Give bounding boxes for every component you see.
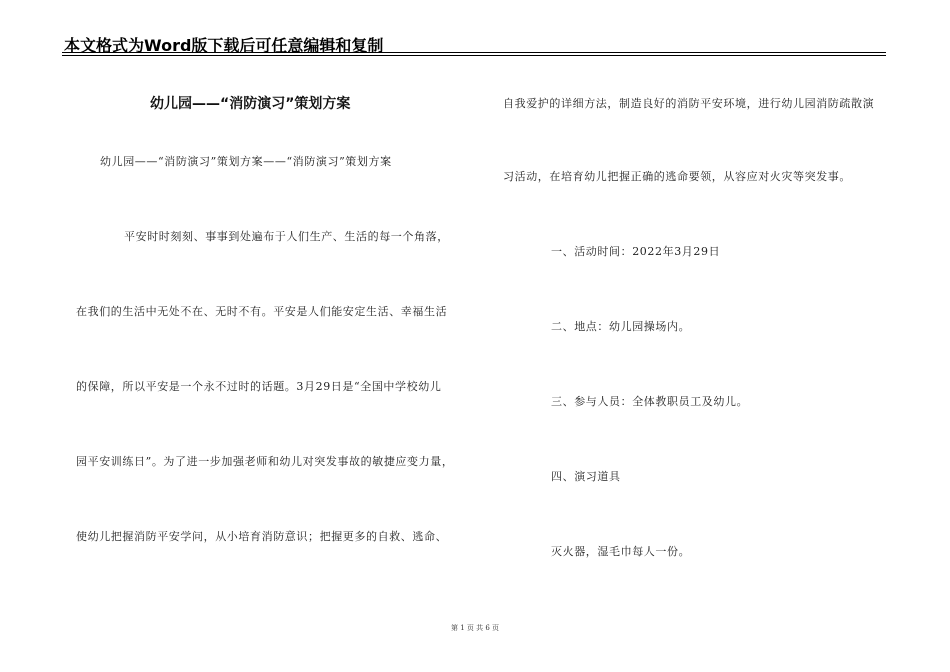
paragraph-line: 自我爱护的详细方法，制造良好的消防平安环境，进行幼儿园消防疏散演 bbox=[503, 97, 875, 110]
page-indicator: 第 1 页 共 6 页 bbox=[450, 624, 500, 632]
paragraph-line: 在我们的生活中无处不在、无时不有。平安是人们能安定生活、幸福生活 bbox=[76, 305, 448, 318]
section-location: 二、地点：幼儿园操场内。 bbox=[551, 320, 691, 333]
subtitle-line: 幼儿园——“消防演习”策划方案——“消防演习”策划方案 bbox=[100, 155, 392, 168]
section-props-detail: 灭火器，湿毛巾每人一份。 bbox=[551, 545, 691, 558]
section-participants: 三、参与人员：全体教职员工及幼儿。 bbox=[551, 395, 749, 408]
section-props-heading: 四、演习道具 bbox=[551, 470, 621, 483]
document-banner: 本文格式为Word版下载后可任意编辑和复制 bbox=[64, 36, 384, 55]
paragraph-line: 使幼儿把握消防平安学问，从小培育消防意识；把握更多的自救、逃命、 bbox=[76, 530, 448, 543]
section-activity-time: 一、活动时间：2022年3月29日 bbox=[551, 245, 721, 258]
header-divider-secondary bbox=[62, 55, 886, 56]
paragraph-line: 习活动，在培育幼儿把握正确的逃命要领，从容应对火灾等突发事。 bbox=[503, 170, 851, 183]
paragraph-line: 园平安训练日”。为了进一步加强老师和幼儿对突发事故的敏捷应变力量， bbox=[76, 455, 454, 468]
document-title: 幼儿园——“消防演习”策划方案 bbox=[150, 96, 351, 112]
header-divider bbox=[62, 52, 886, 53]
paragraph-line: 的保障，所以平安是一个永不过时的话题。3月29日是“全国中学校幼儿 bbox=[76, 380, 442, 393]
paragraph-line: 平安时时刻刻、事事到处遍布于人们生产、生活的每一个角落， bbox=[124, 230, 449, 243]
